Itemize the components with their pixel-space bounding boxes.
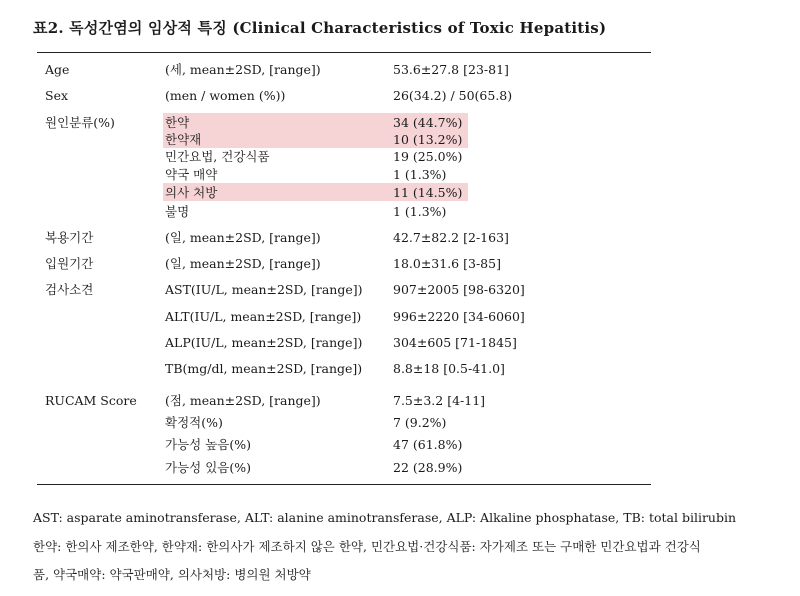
- row-description: 불명: [165, 204, 190, 219]
- row-description: 의사 처방: [165, 185, 218, 200]
- row-label: 복용기간: [45, 230, 94, 245]
- row-value: 1 (1.3%): [393, 204, 447, 219]
- row-value: 53.6±27.8 [23-81]: [393, 62, 509, 77]
- row-label: Age: [45, 62, 70, 77]
- table-bottom-rule: [37, 484, 651, 485]
- row-description: 가능성 높음(%): [165, 437, 251, 452]
- row-value: 10 (13.2%): [393, 132, 463, 147]
- row-value: 7.5±3.2 [4-11]: [393, 393, 486, 408]
- row-label: Sex: [45, 88, 69, 103]
- row-value: 42.7±82.2 [2-163]: [393, 230, 509, 245]
- row-value: 996±2220 [34-6060]: [393, 309, 525, 324]
- footnote-abbreviations: AST: asparate aminotransferase, ALT: alanine aminotransferase, ALP: Alkaline phosphatase, TB: total bilirubin: [33, 510, 737, 525]
- row-value: 26(34.2) / 50(65.8): [393, 88, 513, 103]
- row-value: 34 (44.7%): [393, 115, 463, 130]
- row-description: (men / women (%)): [165, 88, 286, 103]
- row-value: 907±2005 [98-6320]: [393, 282, 525, 297]
- footnote-definitions-line2: 품, 약국매약: 약국판매약, 의사처방: 병의원 처방약: [33, 567, 311, 582]
- footnote-definitions-line1: 한약: 한의사 제조한약, 한약재: 한의사가 제조하지 않은 한약, 민간요법·건강식품: 자가제조 또는 구매한 민간요법과 건강식: [33, 539, 701, 554]
- row-label: RUCAM Score: [45, 393, 137, 408]
- row-description: 약국 매약: [165, 167, 218, 182]
- row-description: ALP(IU/L, mean±2SD, [range]): [165, 335, 363, 350]
- row-value: 19 (25.0%): [393, 149, 463, 164]
- row-value: 1 (1.3%): [393, 167, 447, 182]
- row-description: (세, mean±2SD, [range]): [165, 62, 321, 77]
- row-description: TB(mg/dl, mean±2SD, [range]): [165, 361, 363, 376]
- row-description: AST(IU/L, mean±2SD, [range]): [165, 282, 363, 297]
- row-description: ALT(IU/L, mean±2SD, [range]): [165, 309, 362, 324]
- row-value: 47 (61.8%): [393, 437, 463, 452]
- row-description: (일, mean±2SD, [range]): [165, 256, 321, 271]
- row-description: 한약재: [165, 132, 202, 147]
- row-description: 한약: [165, 115, 190, 130]
- row-value: 18.0±31.6 [3-85]: [393, 256, 501, 271]
- row-value: 11 (14.5%): [393, 185, 463, 200]
- row-label: 입원기간: [45, 256, 94, 271]
- row-description: (점, mean±2SD, [range]): [165, 393, 321, 408]
- row-value: 7 (9.2%): [393, 415, 447, 430]
- row-value: 22 (28.9%): [393, 460, 463, 475]
- row-label: 검사소견: [45, 282, 94, 297]
- row-description: 가능성 있음(%): [165, 460, 251, 475]
- row-description: (일, mean±2SD, [range]): [165, 230, 321, 245]
- row-description: 확정적(%): [165, 415, 223, 430]
- row-value: 304±605 [71-1845]: [393, 335, 517, 350]
- row-description: 민간요법, 건강식품: [165, 149, 270, 164]
- table-top-rule: [37, 52, 651, 53]
- table-title: 표2. 독성간염의 임상적 특징 (Clinical Characteristics of Toxic Hepatitis): [33, 19, 607, 37]
- row-value: 8.8±18 [0.5-41.0]: [393, 361, 505, 376]
- row-label: 원인분류(%): [45, 115, 115, 130]
